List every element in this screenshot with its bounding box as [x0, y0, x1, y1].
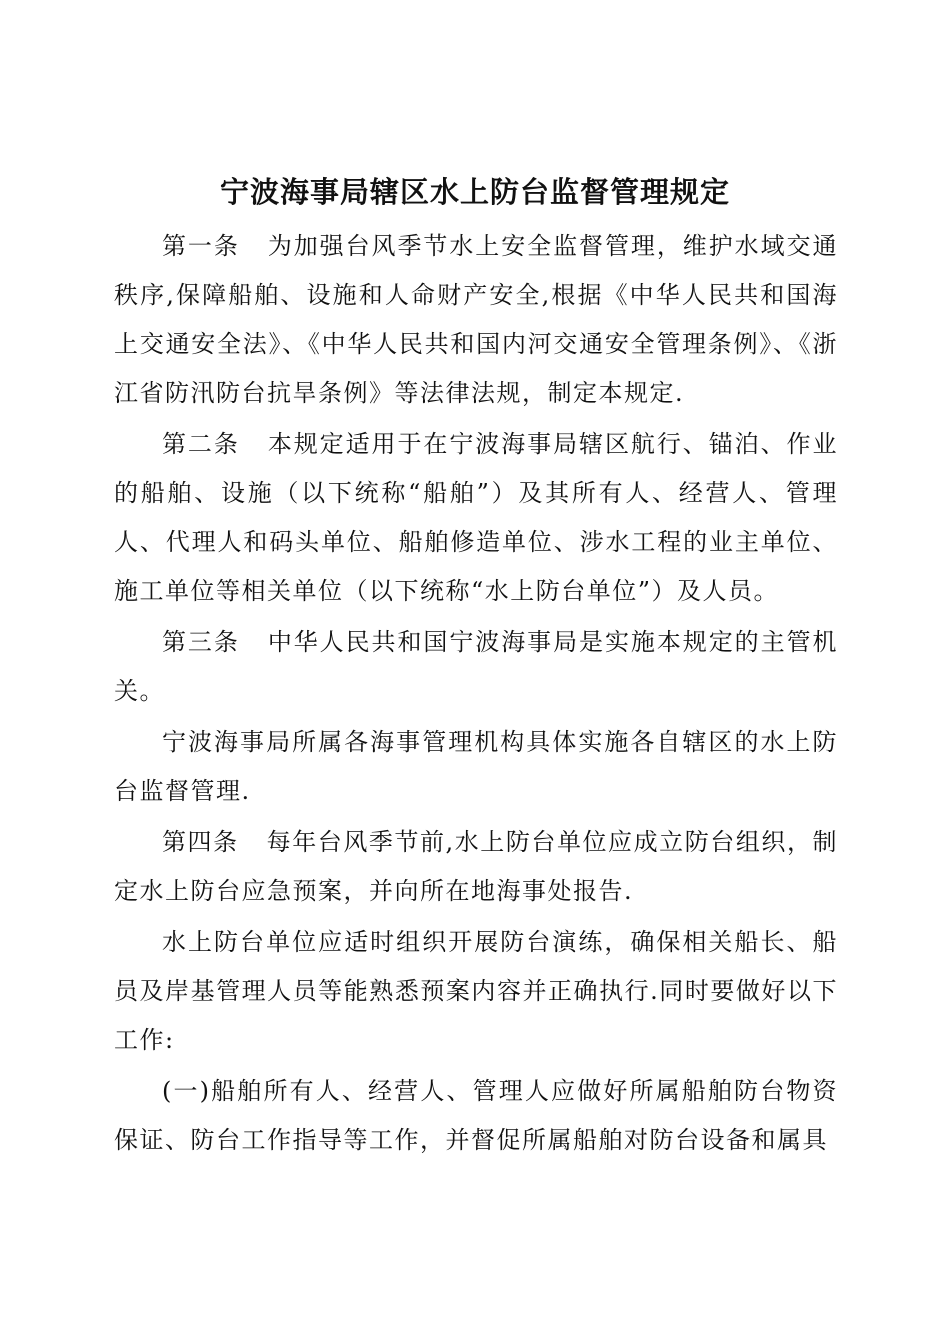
paragraph-article-1: [114, 222, 838, 418]
paragraph-article-3-clause-2: [114, 718, 838, 816]
paragraph-text: 水上防台单位应适时组织开展防台演练，确保相关船长、船员及岸基管理人员等能熟悉预案内容并正确执行.同时要做好以下工作:: [114, 928, 838, 1054]
article-number: 第二条: [162, 430, 240, 458]
paragraph-text: 中华人民共和国宁波海事局是实施本规定的主管机关。: [114, 628, 838, 705]
paragraph-text: 本规定适用于在宁波海事局辖区航行、锚泊、作业的船舶、设施（以下统称“船舶”）及其所有人、经营人、管理人、代理人和码头单位、船舶修造单位、涉水工程的业主单位、施工单位等相关单位（以下统称“水上防台单位”）及人员。: [114, 430, 838, 605]
paragraph-article-2: [114, 420, 838, 616]
document-title: 宁波海事局辖区水上防台监督管理规定: [219, 175, 730, 209]
paragraph-text: 每年台风季节前,水上防台单位应成立防台组织，制定水上防台应急预案，并向所在地海事处报告.: [114, 828, 838, 905]
paragraph-article-4: [114, 818, 838, 916]
article-number: 第三条: [162, 628, 240, 656]
paragraph-text: 宁波海事局所属各海事管理机构具体实施各自辖区的水上防台监督管理.: [114, 728, 838, 805]
article-number: 第一条: [162, 232, 240, 260]
paragraph-text: (一)船舶所有人、经营人、管理人应做好所属船舶防台物资保证、防台工作指导等工作，并督促所属船舶对防台设备和属具: [114, 1077, 838, 1154]
article-number: 第四条: [162, 828, 239, 856]
paragraph-item-1: [114, 1067, 838, 1165]
paragraph-article-3: [114, 618, 838, 716]
paragraph-text: 为加强台风季节水上安全监督管理，维护水域交通秩序,保障船舶、设施和人命财产安全,根据《中华人民共和国海上交通安全法》、《中华人民共和国内河交通安全管理条例》、《浙江省防汛防台抗旱条例》等法律法规，制定本规定.: [114, 232, 838, 407]
paragraph-article-4-clause-2: [114, 918, 838, 1065]
